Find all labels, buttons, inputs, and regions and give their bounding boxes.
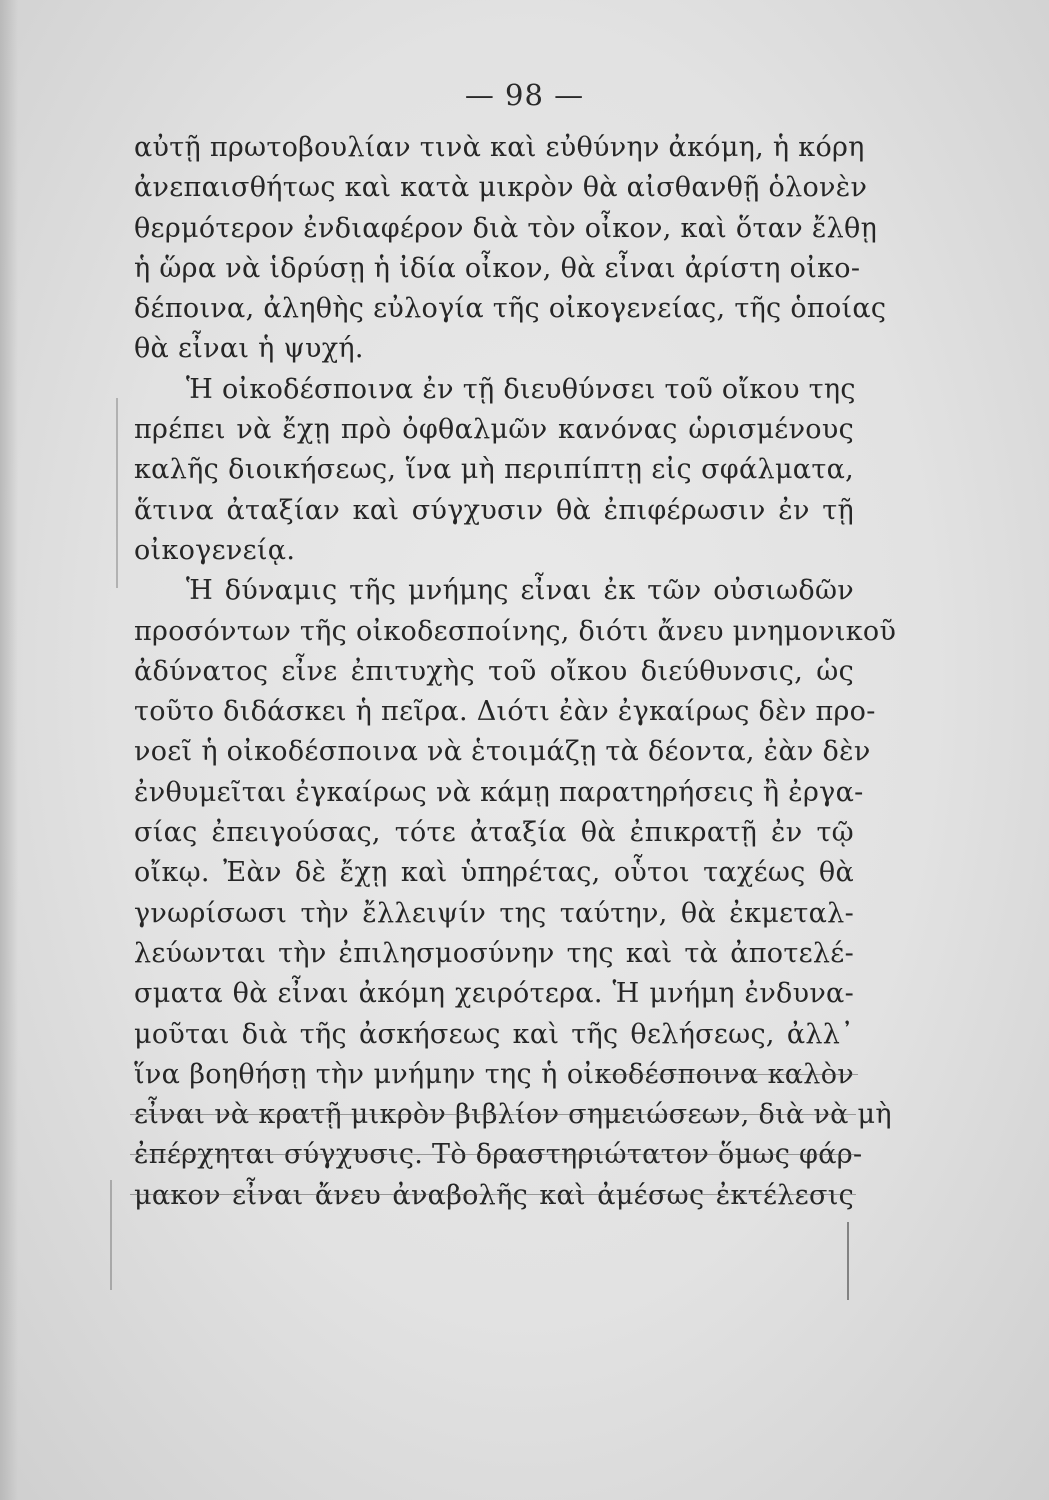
pencil-margin-mark	[116, 398, 128, 588]
text-line: ἅτινα ἀταξίαν καὶ σύγχυσιν θὰ ἐπιφέρωσιν ἐν τῇ	[134, 494, 854, 526]
pencil-margin-mark	[110, 1180, 112, 1290]
body-text	[134, 128, 897, 1216]
text-line: ἐνθυμεῖται ἐγκαίρως νὰ κάμῃ παρατηρήσεις ἢ ἐργα-	[134, 776, 864, 808]
page-edge-shadow	[0, 0, 18, 1500]
text-line: θερμότερον ἐνδιαφέρον διὰ τὸν οἶκον, καὶ ὅταν ἔλθῃ	[134, 212, 878, 244]
paragraph-start-line: Ἡ δύναμις τῆς μνήμης εἶναι ἐκ τῶν οὐσιωδῶν	[186, 575, 854, 607]
text-line: καλῆς διοικήσεως, ἵνα μὴ περιπίπτῃ εἰς σφάλματα,	[134, 454, 854, 486]
text-line: γνωρίσωσι τὴν ἔλλειψίν της ταύτην, θὰ ἐκμεταλ-	[134, 897, 854, 929]
text-line: ἡ ὥρα νὰ ἱδρύσῃ ἡ ἰδία οἶκον, θὰ εἶναι ἀρίστη οἰκο-	[134, 252, 861, 284]
pencil-underline	[130, 1114, 856, 1115]
text-line: μακον εἶναι ἄνευ ἀναβολῆς καὶ ἀμέσως ἐκτέλεσις	[134, 1179, 854, 1211]
text-line: οἴκῳ. Ἐὰν δὲ ἔχῃ καὶ ὑπηρέτας, οὗτοι ταχέως θὰ	[134, 857, 854, 889]
text-line: αὐτῇ πρωτοβουλίαν τινὰ καὶ εὐθύνην ἀκόμη, ἡ κόρη	[134, 132, 865, 163]
text-line: σματα θὰ εἶναι ἀκόμη χειρότερα. Ἡ μνήμη ἐνδυνα-	[134, 978, 854, 1010]
text-line: οἰκογενείᾳ.	[134, 534, 296, 566]
text-line: τοῦτο διδάσκει ἡ πεῖρα. Διότι ἐὰν ἐγκαίρως δὲν προ-	[134, 696, 876, 728]
text-line: λεύωνται τὴν ἐπιλησμοσύνην της καὶ τὰ ἀποτελέ-	[134, 937, 854, 969]
text-line: πρέπει νὰ ἔχῃ πρὸ ὀφθαλμῶν κανόνας ὡρισμένους	[134, 414, 854, 446]
text-line: ἵνα βοηθήσῃ τὴν μνήμην της ἡ οἰκοδέσποινα καλὸν	[134, 1058, 854, 1090]
page-number: — 98 —	[464, 78, 585, 112]
pencil-underline	[130, 1194, 856, 1195]
text-line: προσόντων τῆς οἰκοδεσποίνης, διότι ἄνευ μνημονικοῦ	[134, 615, 897, 647]
pencil-margin-mark	[847, 1222, 849, 1300]
pencil-underline	[596, 1074, 858, 1075]
pencil-underline	[130, 1154, 856, 1155]
text-line: εἶναι νὰ κρατῇ μικρὸν βιβλίον σημειώσεων, διὰ νὰ μὴ	[134, 1099, 892, 1131]
text-line: μοῦται διὰ τῆς ἀσκήσεως καὶ τῆς θελήσεως, ἀλλ᾽	[134, 1018, 854, 1050]
text-line: ἀνεπαισθήτως καὶ κατὰ μικρὸν θὰ αἰσθανθῇ ὁλονὲν	[134, 172, 868, 204]
paragraph-start-line: Ἡ οἰκοδέσποινα ἐν τῇ διευθύνσει τοῦ οἴκου της	[186, 373, 856, 405]
text-line: ἐπέρχηται σύγχυσις. Τὸ δραστηριώτατον ὅμως φάρ-	[134, 1139, 863, 1171]
text-line: νοεῖ ἡ οἰκοδέσποινα νὰ ἑτοιμάζῃ τὰ δέοντα, ἐὰν δὲν	[134, 736, 871, 768]
text-line: ἀδύνατος εἶνε ἐπιτυχὴς τοῦ οἴκου διεύθυνσις, ὡς	[134, 655, 854, 687]
text-line: θὰ εἶναι ἡ ψυχή.	[134, 333, 364, 365]
text-line: σίας ἐπειγούσας, τότε ἀταξία θὰ ἐπικρατῇ ἐν τῷ	[134, 817, 854, 849]
text-line: δέποινα, ἀληθὴς εὐλογία τῆς οἰκογενείας, τῆς ὁποίας	[134, 293, 887, 325]
